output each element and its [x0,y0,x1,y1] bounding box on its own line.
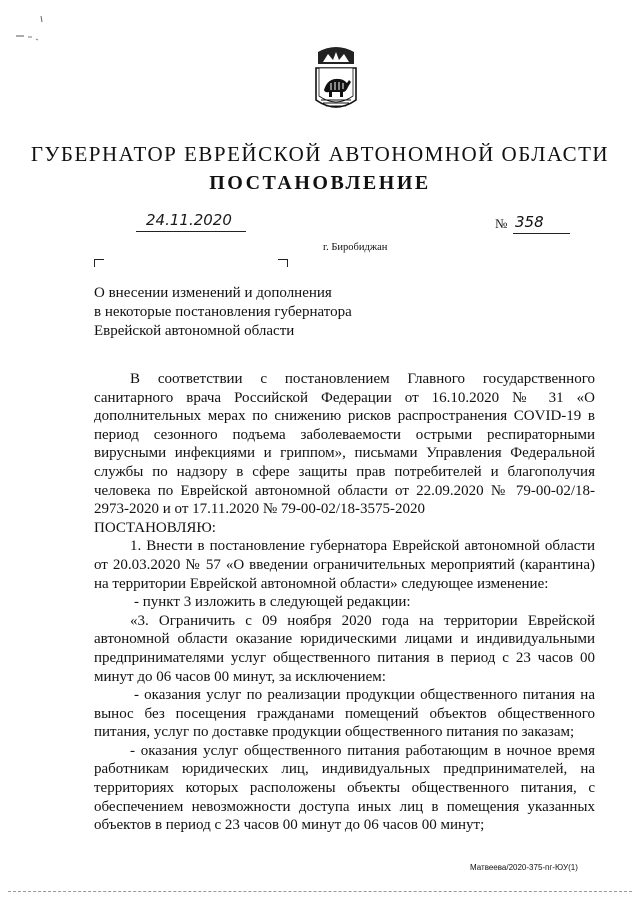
clause-paragraph: - оказания услуг общественного питания работающим в ночное время работникам юридических лиц, индивидуальных предпринимателей, на территориях которых расположены объекты общественного питания, с обеспечением невозможности доступа иных лиц в помещения указанных объектов в период с 23 часов 00 минут до 06 часов 00 минут; [94,742,595,834]
number-underline [513,233,570,234]
decree-keyword: ПОСТАНОВЛЯЮ: [94,519,216,536]
date-underline [136,231,246,232]
document-type-title: ПОСТАНОВЛЕНИЕ [209,172,431,194]
clause-paragraph: - пункт 3 изложить в следующей редакции: [134,594,411,611]
clause-paragraph: «3. Ограничить с 09 ноября 2020 года на территории Еврейской автономной области оказание юридическими лицами и индивидуальными предпринимателями услуг общественного питания в период с 23 часов 00 минут до 06 часов 00 минут, за исключением: [94,612,595,685]
scan-bottom-edge [8,891,632,892]
document-number [495,213,570,235]
clause-paragraph: 1. Внести в постановление губернатора Еврейской автономной области от 20.03.2020 № 57 «О введении ограничительных мероприятий (карантина) на территории Еврейской автономной области» следующее изменение: [94,538,595,592]
document-date [136,211,246,233]
coat-of-arms-icon [313,42,359,114]
subject-bracket-left [94,259,104,267]
subject-bracket-right [278,259,288,267]
place-of-issue: г. Биробиджан [323,242,388,253]
document-body [94,370,595,835]
subject-line: О внесении изменений и дополнения [94,285,332,301]
scan-artifact [14,12,54,42]
number-handwritten: 358 [515,213,544,231]
preamble-paragraph: В соответствии с постановлением Главного государственного санитарного врача Российской Федерации от 16.10.2020 № 31 «О дополнительных мерах по снижению рисков распространения COVID-19 в период сезонного подъема заболеваемости острыми респираторными вирусными инфекциями и гриппом», письмами Управления Федеральной службы по надзору в сфере защиты прав потребителей и благополучия человека по Еврейской автономной области от 22.09.2020 № 79-00-02/18-2973-2020 и от 17.11.2020 № 79-00-02/18-3575-2020 [94,371,595,518]
issuing-authority: ГУБЕРНАТОР ЕВРЕЙСКОЙ АВТОНОМНОЙ ОБЛАСТИ [30,142,610,166]
subject-line: Еврейской автономной области [94,323,295,339]
subject-line: в некоторые постановления губернатора [94,304,352,320]
document-subject [94,284,394,341]
clause-paragraph: - оказания услуг по реализации продукции общественного питания на вынос без посещения гражданами помещений объектов общественного питания, услуг по доставке продукции общественного питания по заказам; [94,687,595,741]
date-handwritten: 24.11.2020 [146,211,232,229]
number-sign: № [495,216,508,231]
document-code: Матвеева/2020-375-пг-ЮУ(1) [470,863,578,872]
